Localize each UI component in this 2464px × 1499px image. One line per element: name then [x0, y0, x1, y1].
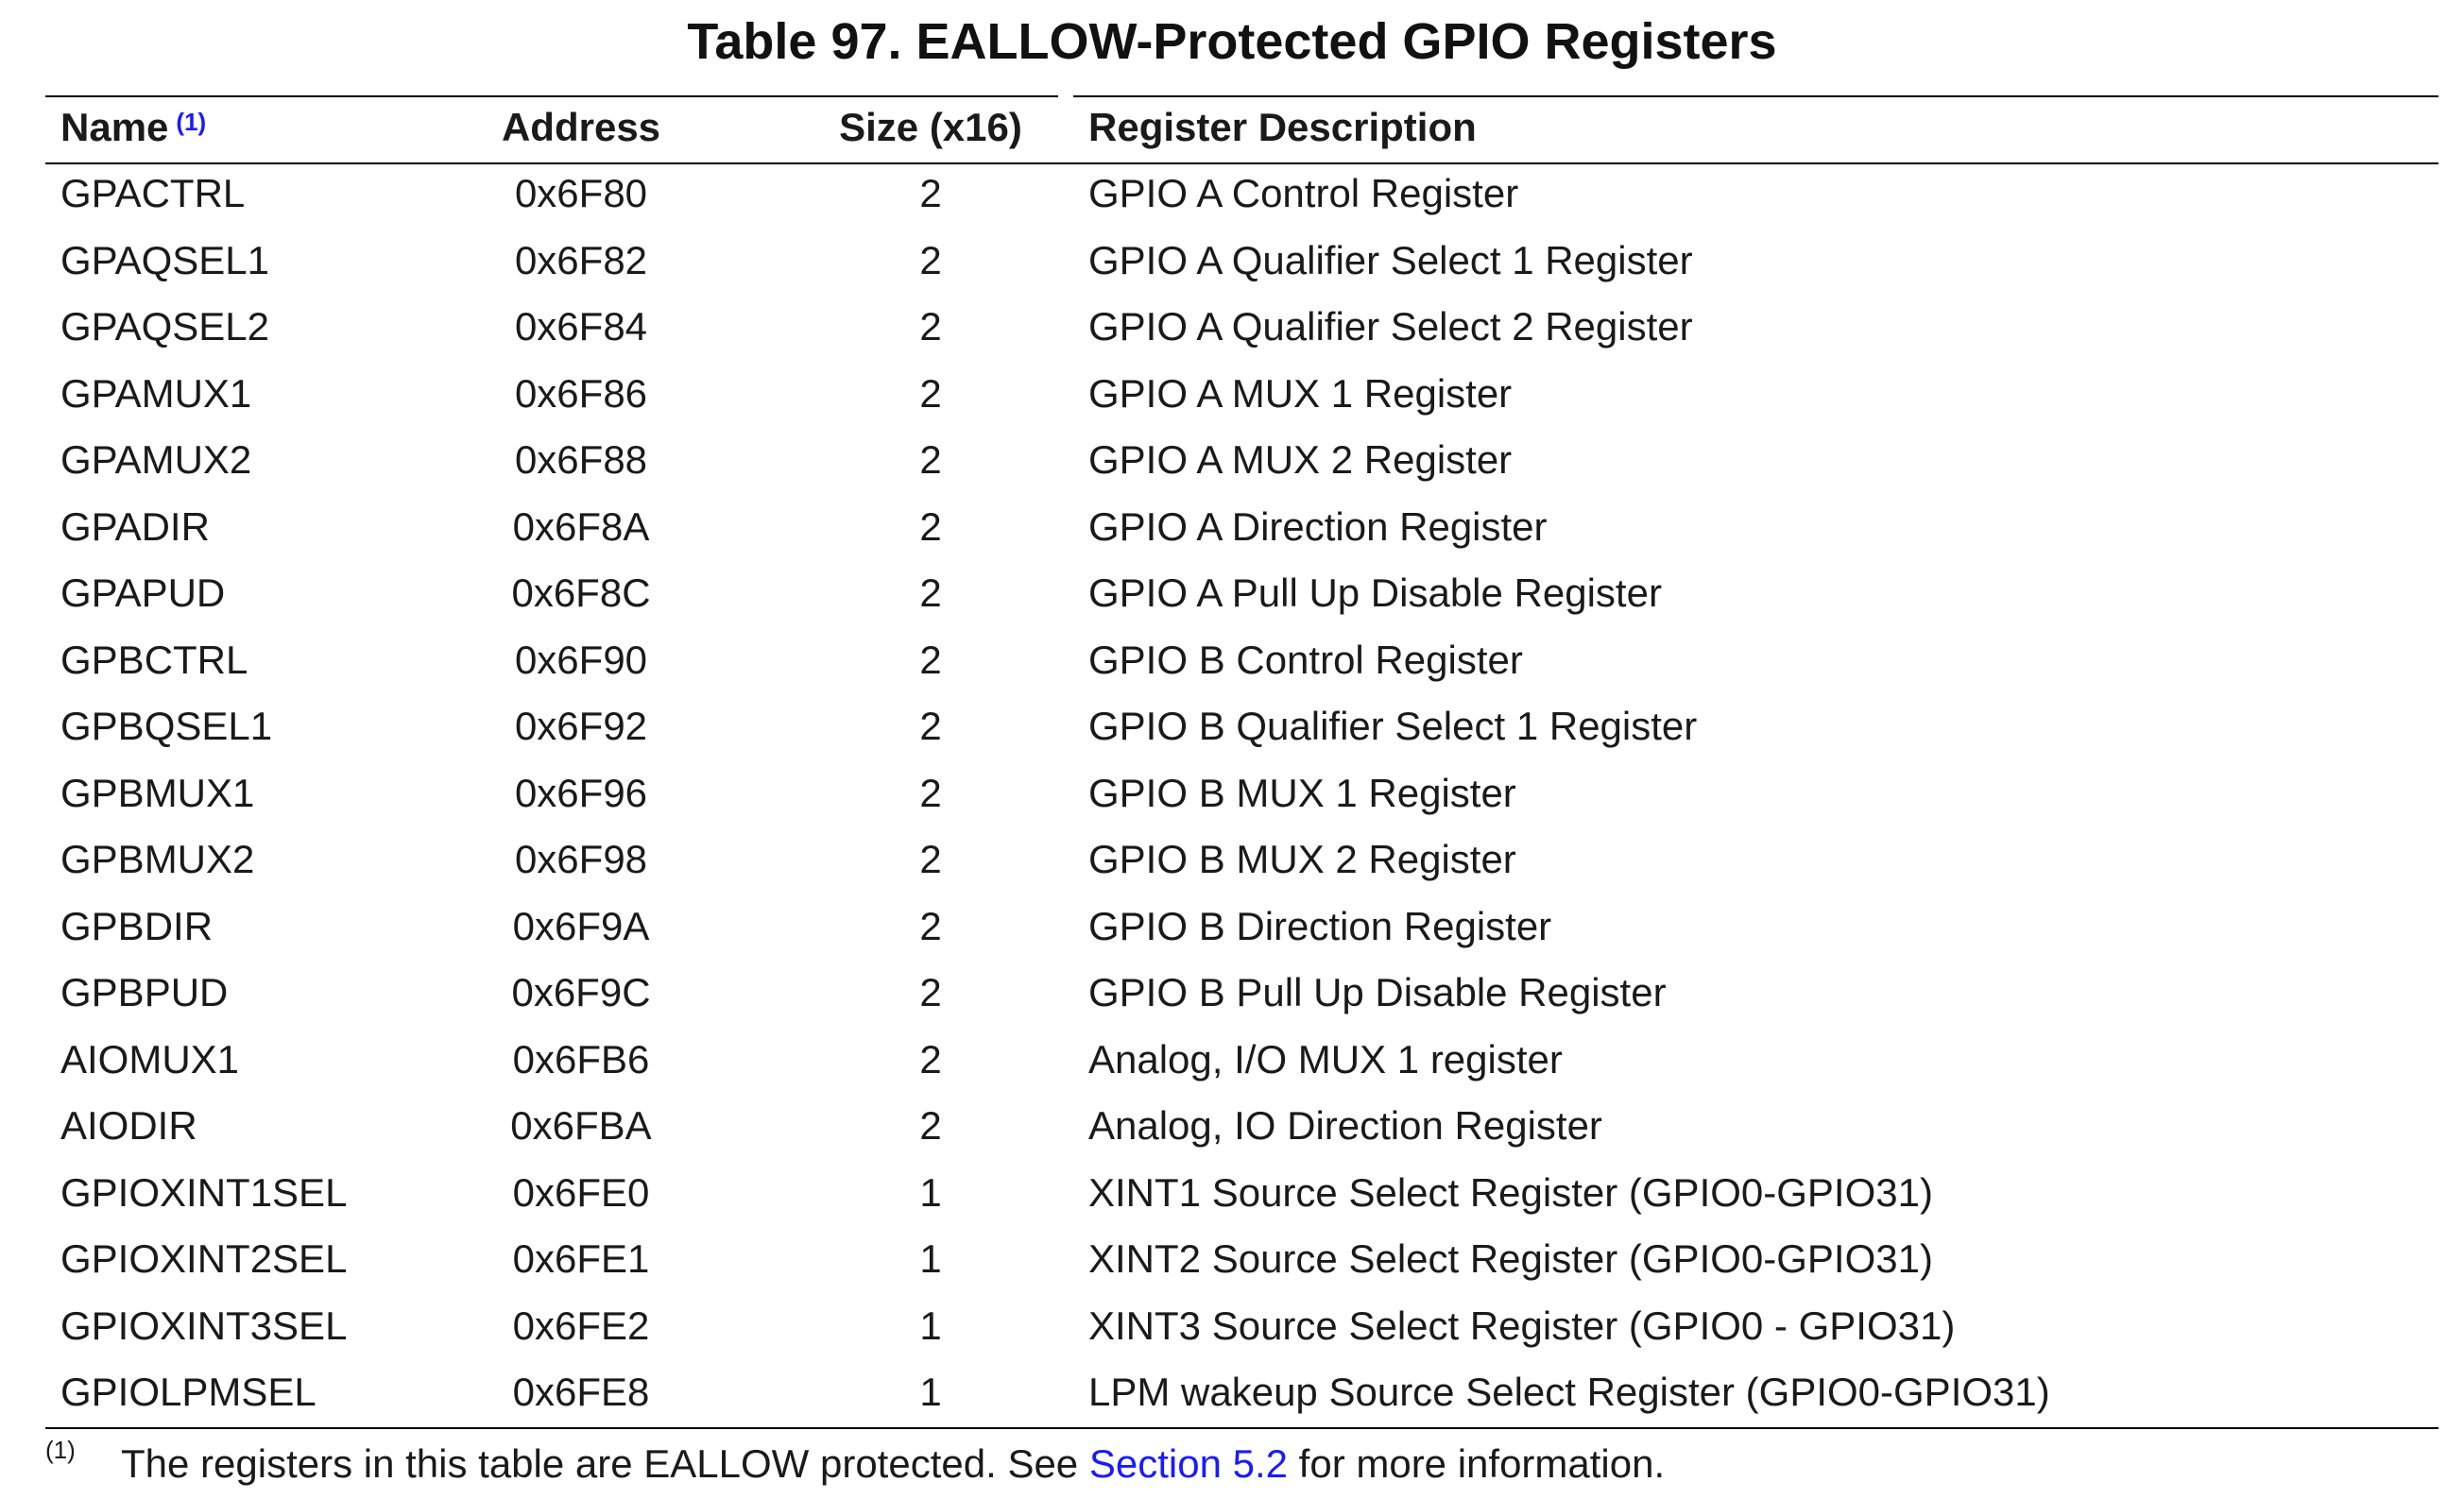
cell-name: GPADIR [60, 504, 210, 549]
cell-name: GPIOXINT3SEL [60, 1303, 348, 1348]
cell-name: GPIOXINT2SEL [60, 1236, 348, 1281]
cell-description: GPIO A MUX 2 Register [1088, 437, 1513, 482]
cell-address: 0x6F88 [514, 437, 648, 482]
cell-address: 0x6F84 [514, 304, 648, 349]
cell-address: 0x6F8A [512, 504, 650, 549]
cell-name: AIOMUX1 [60, 1037, 240, 1082]
cell-address: 0x6F9C [511, 970, 651, 1014]
cell-address: 0x6F82 [514, 238, 648, 282]
cell-name: GPAQSEL1 [60, 238, 269, 282]
cell-name: GPBCTRL [60, 638, 248, 682]
cell-name: GPAQSEL2 [60, 304, 269, 349]
cell-description: Analog, I/O MUX 1 register [1088, 1037, 1563, 1082]
column-header-name [60, 104, 206, 151]
cell-description: GPIO B Direction Register [1088, 904, 1552, 948]
cell-address: 0x6FE1 [512, 1236, 650, 1281]
cell-size: 1 [919, 1303, 942, 1348]
cell-size: 2 [919, 837, 942, 881]
column-header-size: Size (x16) [839, 105, 1022, 149]
cell-description: GPIO A Pull Up Disable Register [1088, 571, 1662, 615]
header-bottom-rule [45, 162, 2438, 164]
cell-name: AIODIR [60, 1103, 197, 1148]
cell-size: 2 [919, 904, 942, 948]
cell-description: XINT3 Source Select Register (GPIO0 - GPIO31) [1088, 1303, 1956, 1348]
cell-name: GPBMUX2 [60, 837, 255, 881]
cell-size: 2 [919, 238, 942, 282]
cell-description: GPIO A Qualifier Select 2 Register [1088, 304, 1693, 349]
cell-description: GPIO A MUX 1 Register [1088, 371, 1513, 416]
cell-description: XINT2 Source Select Register (GPIO0-GPIO31) [1088, 1236, 1933, 1281]
cell-size: 2 [919, 304, 942, 349]
cell-description: XINT1 Source Select Register (GPIO0-GPIO31) [1088, 1170, 1933, 1215]
cell-description: LPM wakeup Source Select Register (GPIO0-GPIO31) [1088, 1370, 2050, 1414]
cell-name: GPIOLPMSEL [60, 1370, 317, 1414]
name-footnote-link[interactable]: (1) [176, 108, 207, 136]
cell-address: 0x6FE8 [512, 1370, 650, 1414]
cell-description: GPIO A Qualifier Select 1 Register [1088, 238, 1693, 282]
cell-size: 2 [919, 171, 942, 215]
cell-address: 0x6F9A [512, 904, 650, 948]
header-top-rule-right [1073, 95, 2438, 97]
cell-address: 0x6FE0 [512, 1170, 650, 1215]
cell-size: 2 [919, 437, 942, 482]
cell-name: GPBDIR [60, 904, 214, 948]
footnote-text-before: The registers in this table are EALLOW protected. See [121, 1441, 1089, 1486]
cell-size: 1 [919, 1236, 942, 1281]
cell-name: GPACTRL [60, 171, 246, 215]
column-header-address: Address [501, 105, 661, 149]
cell-description: GPIO A Direction Register [1088, 504, 1548, 549]
cell-size: 2 [919, 704, 942, 748]
cell-address: 0x6FBA [510, 1103, 652, 1148]
cell-description: GPIO B Qualifier Select 1 Register [1088, 704, 1698, 748]
cell-size: 2 [919, 638, 942, 682]
cell-size: 1 [919, 1170, 942, 1215]
cell-name: GPBMUX1 [60, 771, 255, 815]
cell-address: 0x6F80 [514, 171, 648, 215]
cell-address: 0x6F96 [514, 771, 648, 815]
cell-address: 0x6F8C [511, 571, 651, 615]
cell-description: GPIO B Control Register [1088, 638, 1523, 682]
column-header-name-label: Name [60, 105, 169, 149]
footnote-text [121, 1439, 1665, 1489]
cell-address: 0x6FE2 [512, 1303, 650, 1348]
cell-description: GPIO B MUX 2 Register [1088, 837, 1516, 881]
cell-address: 0x6F98 [514, 837, 648, 881]
cell-address: 0x6F86 [514, 371, 648, 416]
cell-size: 2 [919, 970, 942, 1014]
cell-description: GPIO B MUX 1 Register [1088, 771, 1516, 815]
footnote-mark: (1) [45, 1436, 76, 1464]
cell-size: 1 [919, 1370, 942, 1414]
cell-name: GPAPUD [60, 571, 226, 615]
cell-name: GPBPUD [60, 970, 229, 1014]
cell-description: GPIO A Control Register [1088, 171, 1519, 215]
cell-size: 2 [919, 504, 942, 549]
cell-address: 0x6F90 [514, 638, 648, 682]
section-link[interactable]: Section 5.2 [1088, 1441, 1288, 1486]
cell-address: 0x6FB6 [512, 1037, 650, 1082]
cell-address: 0x6F92 [514, 704, 648, 748]
cell-size: 2 [919, 771, 942, 815]
cell-name: GPAMUX2 [60, 437, 252, 482]
header-top-rule-left [45, 95, 1058, 97]
cell-size: 2 [919, 1037, 942, 1082]
table-bottom-rule [45, 1427, 2438, 1429]
cell-size: 2 [919, 1103, 942, 1148]
cell-description: GPIO B Pull Up Disable Register [1088, 970, 1667, 1014]
cell-size: 2 [919, 371, 942, 416]
column-header-description: Register Description [1088, 105, 1477, 149]
footnote-text-after: for more information. [1288, 1441, 1666, 1486]
cell-size: 2 [919, 571, 942, 615]
table-title: Table 97. EALLOW-Protected GPIO Registers [687, 13, 1777, 70]
cell-description: Analog, IO Direction Register [1088, 1103, 1602, 1148]
cell-name: GPIOXINT1SEL [60, 1170, 348, 1215]
cell-name: GPBQSEL1 [60, 704, 273, 748]
cell-name: GPAMUX1 [60, 371, 252, 416]
